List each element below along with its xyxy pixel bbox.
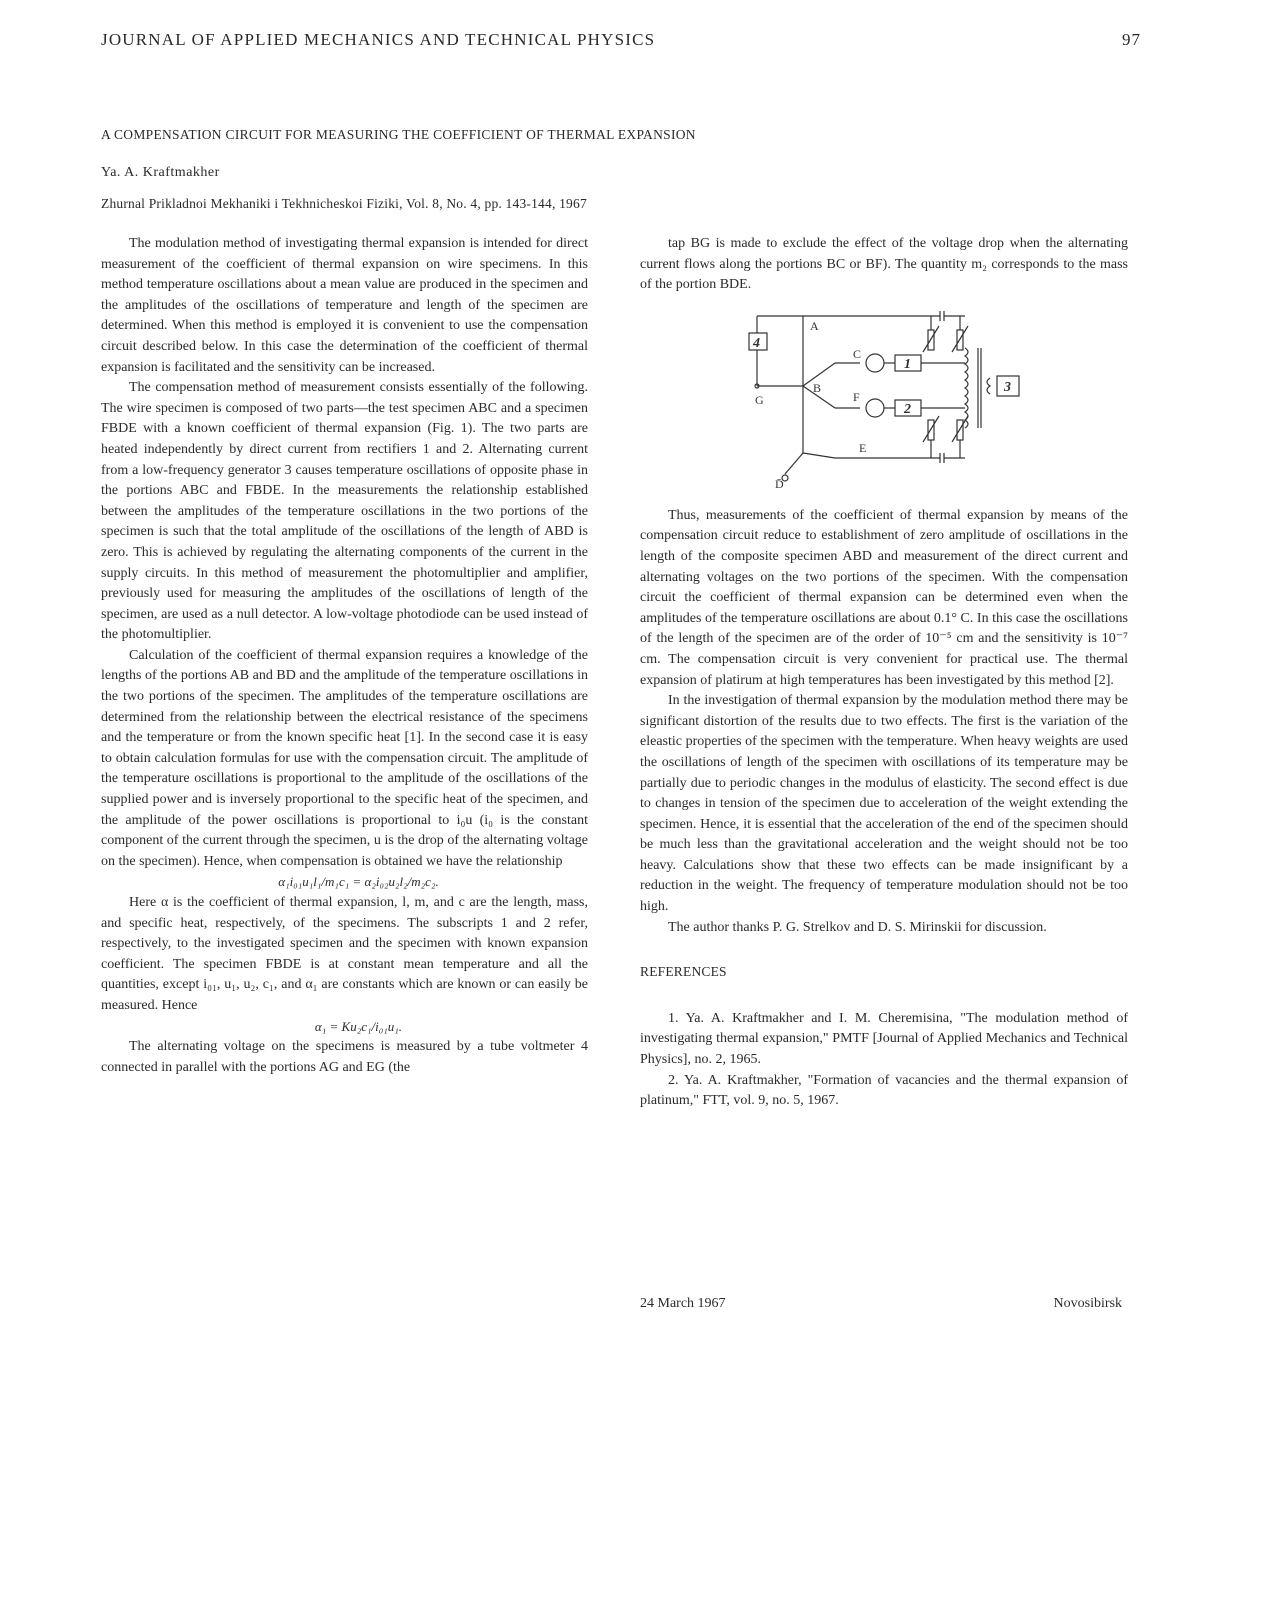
box-3-label: 3 [1004,380,1011,395]
equation: α₁ = Ku₂c₁/i₀₁u₁. [314,1018,403,1034]
paragraph: Here α is the coefficient of thermal expansion, l, m, and c are the length, mass, and specific heat, respectively, of the specimens. The subscripts 1 and 2 refer, respectively, to the investigated specimen and the specimen with known expansion coefficient. The specimen FBDE is at constant mean temperature and all the quantities, except i₀₁, u₁, u₂, c₁, and α₁ are constants which are known or can easily be measured. Hence [101,895,588,1013]
ammeter-1-icon [866,354,884,372]
label-c: C [853,347,862,361]
paragraph: The modulation method of investigating thermal expansion is intended for direct measurement of the coefficient of thermal expansion on wire specimens. In this method temperature oscillations about a mean value are produced in the specimen and the amplitudes of the oscillations of temperature and length of the specimen are determined. When this method is employed it is convenient to use the compensation circuit described below. In this case the determination of the coefficient of thermal expansion is facilitated and the sensitivity can be increased. [101,236,588,375]
paragraph: Calculation of the coefficient of thermal expansion requires a knowledge of the lengths of the portions AB and BD and the amplitude of the temperature oscillations in the two portions of the specimen. The amplitudes of the temperature oscillations are determined from the relationship between the electrical resistance of the specimens and the temperature or from the known specific heat [1]. In the second case it is easy to obtain calculation formulas for use with the compensation circuit. The amplitude of the temperature oscillations is proportional to the amplitude of the oscillations of the supplied power and is inversely proportional to the specific heat of the specimen, and the amplitude of the power oscillations is proportional to i₀u (i₀ is the constant component of the current through the specimen, u is the drop of the alternating voltage on the specimen). Hence, when compensation is obtained we have the relationship [101,647,588,869]
journal-header: JOURNAL OF APPLIED MECHANICS AND TECHNICAL PHYSICS [101,30,656,49]
label-a: A [810,319,819,333]
box-4-label: 4 [753,336,760,351]
references-heading: REFERENCES [640,964,727,980]
institution-place: Novosibirsk [1053,1296,1122,1311]
label-d: D̄ [775,477,784,491]
page-number: 97 [1122,30,1141,49]
box-2-label: 2 [904,402,911,417]
paragraph: Thus, measurements of the coefficient of thermal expansion by means of the compensation circuit reduce to establishment of zero amplitude of oscillations in the length of the composite specimen ABD and measurement of the direct current and alternating voltages on the two portions of the specimen. With the compensation circuit the coefficient of thermal expansion can be determined even when the amplitudes of the temperature oscillations are about 0.1° C. In this case the oscillations of the length of the specimen are of the order of 10⁻⁵ cm and the sensitivity is 10⁻⁷ cm. The compensation circuit is very convenient for practical use. The thermal expansion of platirum at high temperatures has been investigated by this method [2]. [640,507,1128,688]
ammeter-2-icon [866,399,884,417]
article-citation: Zhurnal Prikladnoi Mekhaniki i Tekhnicheskoi Fiziki, Vol. 8, No. 4, pp. 143-144, 1967 [101,196,587,211]
paragraph: The author thanks P. G. Strelkov and D. S. Mirinskii for discussion. [668,919,1047,935]
received-date: 24 March 1967 [640,1296,726,1311]
paragraph: tap BG is made to exclude the effect of the voltage drop when the alternating current flows along the portions BC or BF). The quantity m₂ corresponds to the mass of the portion BDE. [640,236,1128,293]
wire [803,453,835,458]
label-g: G [755,393,764,407]
equation: α₁i₀₁u₁l₁/m₁c₁ = α₂i₀₂u₂l₂/m₂c₂. [278,874,439,890]
paragraph: The compensation method of measurement consists essentially of the following. The wire specimen is composed of two parts—the test specimen ABC and a specimen FBDE with a known coefficient of thermal expansion (Fig. 1). The two parts are heated independently by direct current from rectifiers 1 and 2. Alternating current from a low-frequency generator 3 causes temperature oscillations of opposite phase in the portions ABC and FBDE. In the measurements the relationship established between the amplitudes of the temperature oscillations in the two portions of the specimen is such that the total amplitude of the oscillations of the length of ABD is zero. This is achieved by regulating the alternating components of the current in the supply circuits. In this method of measurement the photomultiplier and amplifier, previously used for measuring the amplitudes of the oscillations of length of the specimen, are used as a null detector. A low-voltage photodiode can be used instead of the photomultiplier. [101,380,588,643]
reference-item: 2. Ya. A. Kraftmakher, "Formation of vacancies and the thermal expansion of platinum," FTT, vol. 9, no. 5, 1967. [640,1072,1128,1109]
circuit-svg [735,308,1035,492]
paragraph: The alternating voltage on the specimens is measured by a tube voltmeter 4 connected in parallel with the portions AG and EG (the [101,1039,588,1075]
label-f: F [853,390,860,404]
article-title: A COMPENSATION CIRCUIT FOR MEASURING THE COEFFICIENT OF THERMAL EXPANSION [101,127,696,142]
left-column [101,234,588,1078]
label-b: B [813,381,822,395]
label-e: E [859,441,867,455]
reference-item: 1. Ya. A. Kraftmakher and I. M. Cheremisina, "The modulation method of investigating thermal expansion," PMTF [Journal of Applied Mechanics and Technical Physics], no. 2, 1965. [640,1010,1128,1068]
paragraph: In the investigation of thermal expansion by the modulation method there may be significant distortion of the results due to two effects. The first is the variation of the eleastic properties of the specimen with the temperature. When heavy weights are used the oscillations of length of the specimen with oscillations of its temperature may be partially due to periodic changes in the modulus of elasticity. The second effect is due to changes in tension of the specimen due to acceleration of the weight extending the specimen. Hence, it is essential that the acceleration of the end of the specimen should be much less than the gravitational acceleration and the weight should not be too heavy. Calculations show that these two effects can be made insignificant by a reduction in the weight. The frequency of temperature modulation should not be too high. [640,693,1128,915]
article-author: Ya. A. Kraftmakher [101,165,220,180]
wire [785,453,803,474]
box-1-label: 1 [904,357,911,372]
circuit-diagram [735,308,1035,492]
transformer-coil [987,378,990,394]
